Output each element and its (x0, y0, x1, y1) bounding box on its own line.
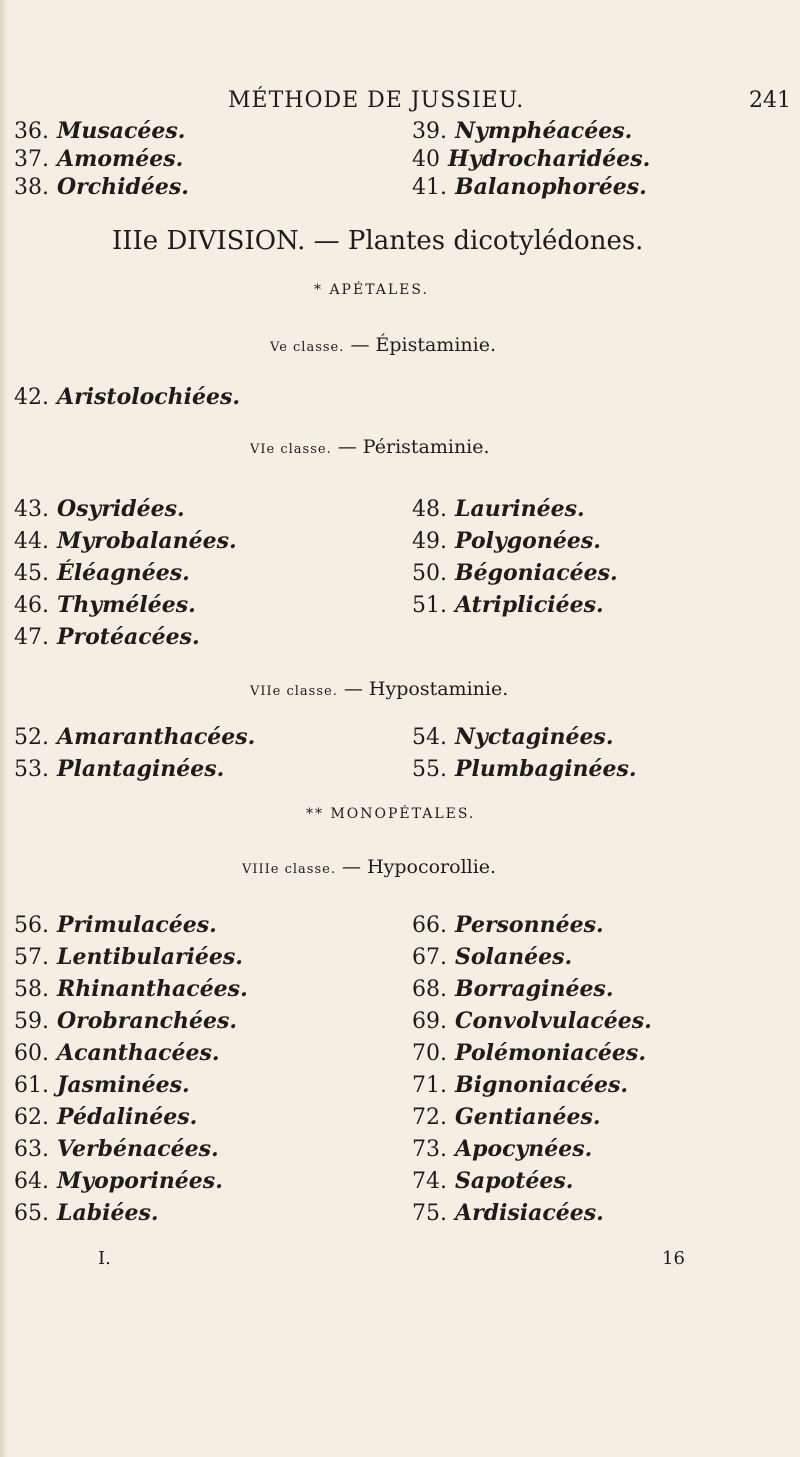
entry-number: 36. (14, 119, 49, 144)
family-name: Éléagnées. (57, 560, 190, 586)
class-label: VIIe classe. (250, 684, 338, 699)
family-name: Labiées. (57, 1200, 159, 1226)
entry-number: 44. (14, 529, 49, 554)
class-label: VIIIe classe. (242, 862, 336, 877)
class-label: VIe classe. (250, 442, 332, 457)
family-name: Solanées. (455, 944, 573, 970)
family-name: Hydrocharidées. (448, 146, 651, 172)
family-name: Myrobalanées. (57, 528, 237, 554)
entry-number: 43. (14, 497, 49, 522)
family-name: Thymélées. (57, 592, 196, 618)
class-heading (250, 436, 490, 458)
family-name: Pédalinées. (57, 1104, 198, 1130)
division-heading: IIIe DIVISION. — Plantes dicotylédones. (112, 226, 644, 256)
entry-number: 53. (14, 757, 49, 782)
entry-number: 41. (412, 175, 447, 200)
entry-number: 56. (14, 913, 49, 938)
family-name: Convolvulacées. (455, 1008, 652, 1034)
entry-number: 69. (412, 1009, 447, 1034)
entry-number: 38. (14, 175, 49, 200)
entry-number: 45. (14, 561, 49, 586)
class-name: — Péristaminie. (337, 436, 490, 458)
family-name: Lentibulariées. (57, 944, 243, 970)
family-name: Orchidées. (57, 174, 189, 200)
entry-number: 39. (412, 119, 447, 144)
family-name: Primulacées. (57, 912, 217, 938)
entry-number: 37. (14, 147, 49, 172)
family-name: Nymphéacées. (455, 118, 633, 144)
family-name: Plumbaginées. (455, 756, 637, 782)
entry-number: 46. (14, 593, 49, 618)
entry-number: 52. (14, 725, 49, 750)
entry-number: 55. (412, 757, 447, 782)
family-name: Rhinanthacées. (57, 976, 248, 1002)
family-name: Polémoniacées. (455, 1040, 646, 1066)
family-name: Bégoniacées. (455, 560, 618, 586)
list-item (412, 174, 647, 200)
list-item (412, 592, 604, 618)
list-item (412, 944, 572, 970)
class-name: — Épistaminie. (350, 334, 496, 356)
list-item (412, 496, 585, 522)
list-item (14, 1008, 237, 1034)
list-item (14, 174, 189, 200)
entry-number: 47. (14, 625, 49, 650)
class-heading (250, 678, 508, 700)
entry-number: 40 (412, 147, 440, 172)
class-name: — Hypocorollie. (342, 856, 497, 878)
list-item (412, 146, 650, 172)
family-name: Jasminées. (57, 1072, 190, 1098)
list-item (14, 1200, 159, 1226)
entry-number: 57. (14, 945, 49, 970)
family-name: Borraginées. (455, 976, 614, 1002)
subsection-heading: * APÉTALES. (314, 282, 429, 298)
family-name: Myoporinées. (57, 1168, 223, 1194)
entry-number: 63. (14, 1137, 49, 1162)
entry-number: 71. (412, 1073, 447, 1098)
family-name: Musacées. (57, 118, 186, 144)
list-item (14, 384, 240, 410)
family-name: Amomées. (57, 146, 184, 172)
list-item (14, 624, 200, 650)
family-name: Apocynées. (455, 1136, 593, 1162)
list-item (14, 1072, 190, 1098)
entry-number: 75. (412, 1201, 447, 1226)
page-number: 241 (749, 88, 791, 113)
entry-number: 70. (412, 1041, 447, 1066)
entry-number: 60. (14, 1041, 49, 1066)
entry-number: 66. (412, 913, 447, 938)
list-item (14, 118, 185, 144)
family-name: Balanophorées. (455, 174, 647, 200)
running-head: MÉTHODE DE JUSSIEU. (228, 88, 525, 113)
family-name: Protéacées. (57, 624, 200, 650)
entry-number: 74. (412, 1169, 447, 1194)
family-name: Laurinées. (455, 496, 585, 522)
list-item (412, 912, 604, 938)
family-name: Atripliciées. (455, 592, 604, 618)
family-name: Bignoniacées. (455, 1072, 629, 1098)
list-item (14, 1168, 223, 1194)
list-item (412, 1168, 573, 1194)
list-item (412, 560, 618, 586)
entry-number: 58. (14, 977, 49, 1002)
list-item (412, 1200, 604, 1226)
list-item (14, 976, 248, 1002)
entry-number: 72. (412, 1105, 447, 1130)
entry-number: 73. (412, 1137, 447, 1162)
list-item (14, 756, 224, 782)
list-item (412, 1008, 652, 1034)
entry-number: 51. (412, 593, 447, 618)
entry-number: 68. (412, 977, 447, 1002)
family-name: Plantaginées. (57, 756, 225, 782)
class-name: — Hypostaminie. (343, 678, 509, 700)
family-name: Aristolochiées. (57, 384, 241, 410)
list-item (14, 944, 243, 970)
list-item (412, 1104, 601, 1130)
list-item (412, 976, 613, 1002)
class-label: Ve classe. (270, 340, 345, 355)
family-name: Orobranchées. (57, 1008, 238, 1034)
list-item (412, 118, 632, 144)
entry-number: 67. (412, 945, 447, 970)
list-item (14, 560, 190, 586)
list-item (14, 724, 255, 750)
entry-number: 62. (14, 1105, 49, 1130)
family-name: Gentianées. (455, 1104, 601, 1130)
list-item (14, 1040, 220, 1066)
entry-number: 59. (14, 1009, 49, 1034)
entry-number: 48. (412, 497, 447, 522)
entry-number: 64. (14, 1169, 49, 1194)
family-name: Sapotées. (455, 1168, 574, 1194)
list-item (14, 496, 185, 522)
entry-number: 42. (14, 385, 49, 410)
class-heading (270, 334, 496, 356)
page-gutter-shadow (0, 0, 8, 1457)
entry-number: 61. (14, 1073, 49, 1098)
family-name: Osyridées. (57, 496, 185, 522)
signature-mark: 16 (662, 1248, 685, 1269)
entry-number: 65. (14, 1201, 49, 1226)
list-item (14, 912, 217, 938)
list-item (14, 1104, 197, 1130)
family-name: Ardisiacées. (455, 1200, 604, 1226)
family-name: Verbénacées. (57, 1136, 219, 1162)
family-name: Personnées. (455, 912, 604, 938)
list-item (14, 1136, 219, 1162)
subsection-heading: ** MONOPÉTALES. (306, 806, 476, 822)
list-item (14, 592, 196, 618)
entry-number: 54. (412, 725, 447, 750)
family-name: Amaranthacées. (57, 724, 256, 750)
list-item (412, 528, 601, 554)
family-name: Nyctaginées. (455, 724, 614, 750)
class-heading (242, 856, 496, 878)
list-item (14, 146, 183, 172)
family-name: Polygonées. (455, 528, 601, 554)
list-item (412, 1136, 592, 1162)
list-item (14, 528, 237, 554)
family-name: Acanthacées. (57, 1040, 220, 1066)
volume-mark: I. (98, 1248, 111, 1269)
list-item (412, 756, 637, 782)
list-item (412, 1040, 646, 1066)
list-item (412, 724, 613, 750)
list-item (412, 1072, 628, 1098)
entry-number: 49. (412, 529, 447, 554)
entry-number: 50. (412, 561, 447, 586)
